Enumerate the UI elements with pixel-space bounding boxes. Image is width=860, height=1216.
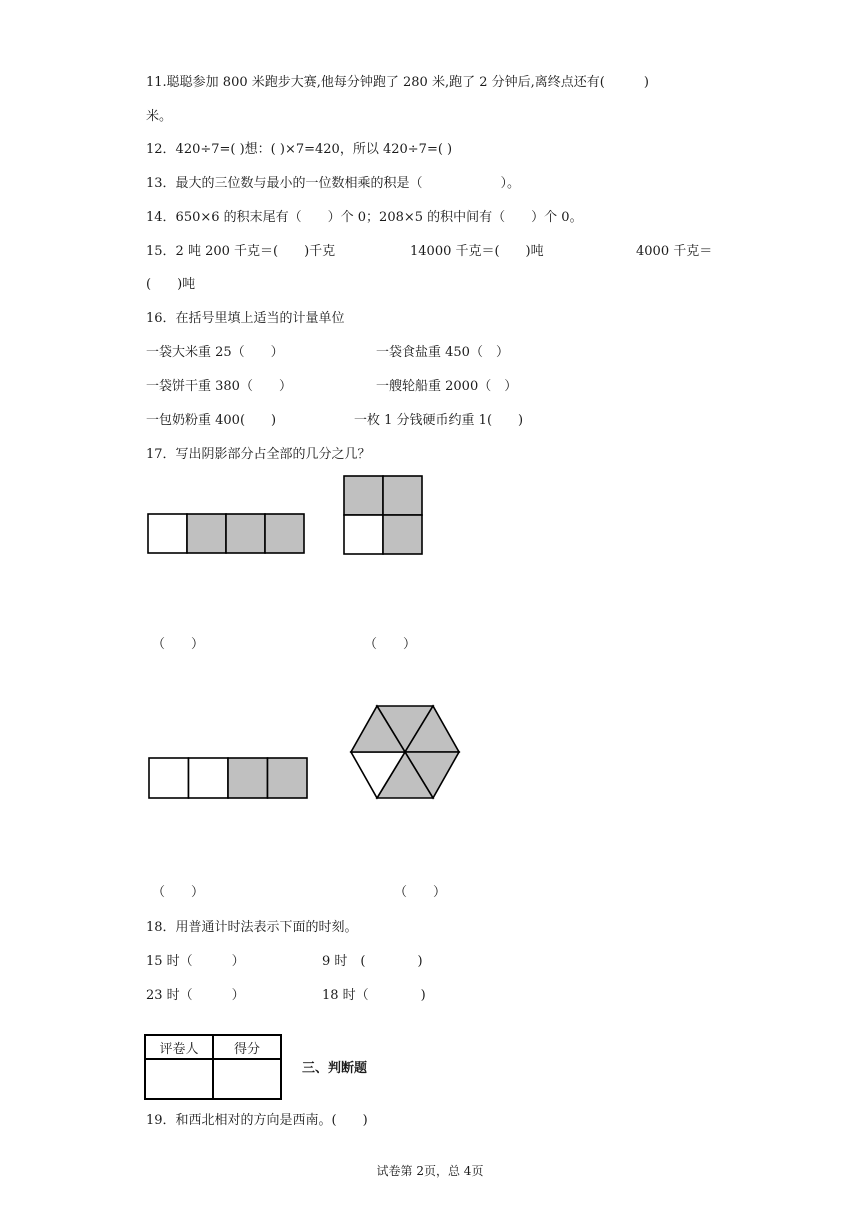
q16-item: 一袋食盐重 450（ ） (376, 345, 509, 360)
q15-part-c: 4000 千克＝ (636, 244, 713, 259)
q15-part-b: 14000 千克＝( )吨 (410, 244, 544, 259)
q12: 12．420÷7=( )想：( )×7=420，所以 420÷7=( ) (146, 142, 453, 157)
section-heading: 三、判断题 (302, 1061, 368, 1076)
q18-item: 9 时 ( ) (322, 954, 423, 969)
q15-part-a: 15．2 吨 200 千克＝( )千克 (146, 244, 336, 259)
q16-item: 一艘轮船重 2000（ ） (376, 379, 518, 394)
fraction-grid-figure-2 (343, 475, 425, 557)
q18-item: 15 时（ ） (146, 954, 245, 969)
q17-answer-3: （ ） (152, 885, 205, 900)
q18-title: 18．用普通计时法表示下面的时刻。 (146, 920, 358, 935)
q16-item: 一枚 1 分钱硬币约重 1( ) (354, 413, 524, 428)
q15-part-d: ( )吨 (146, 277, 196, 292)
q13: 13．最大的三位数与最小的一位数相乘的积是（ ）。 (146, 176, 521, 191)
q16-item: 一袋大米重 25（ ） (146, 345, 284, 360)
grader-cell[interactable] (145, 1059, 213, 1099)
q18-item: 18 时（ ) (322, 988, 426, 1003)
q17-answer-2: （ ） (364, 637, 417, 652)
fraction-strip-figure-3 (148, 757, 310, 801)
q11-line2: 米。 (146, 109, 173, 124)
score-header: 得分 (213, 1035, 281, 1059)
q18-item: 23 时（ ） (146, 988, 245, 1003)
q16-title: 16．在括号里填上适当的计量单位 (146, 311, 345, 326)
q16-item: 一包奶粉重 400( ) (146, 413, 277, 428)
q17-answer-1: （ ） (152, 637, 205, 652)
q19: 19．和西北相对的方向是西南。( ) (146, 1113, 368, 1128)
q17-title: 17．写出阴影部分占全部的几分之几？ (146, 447, 371, 462)
grader-score-table (144, 1034, 282, 1100)
score-cell[interactable] (213, 1059, 281, 1099)
page-footer: 试卷第 2页，总 4页 (376, 1164, 484, 1178)
fraction-strip-figure-1 (147, 513, 307, 555)
q14: 14．650×6 的积末尾有（ ）个 0；208×5 的积中间有（ ）个 0。 (146, 210, 583, 225)
fraction-hexagon-figure-4 (349, 704, 461, 800)
q16-item: 一袋饼干重 380（ ） (146, 379, 292, 394)
q11-line1: 11.聪聪参加 800 米跑步大赛,他每分钟跑了 280 米,跑了 2 分钟后,离终点还有( ) (146, 75, 649, 90)
grader-header: 评卷人 (145, 1035, 213, 1059)
q17-answer-4: （ ） (394, 885, 447, 900)
